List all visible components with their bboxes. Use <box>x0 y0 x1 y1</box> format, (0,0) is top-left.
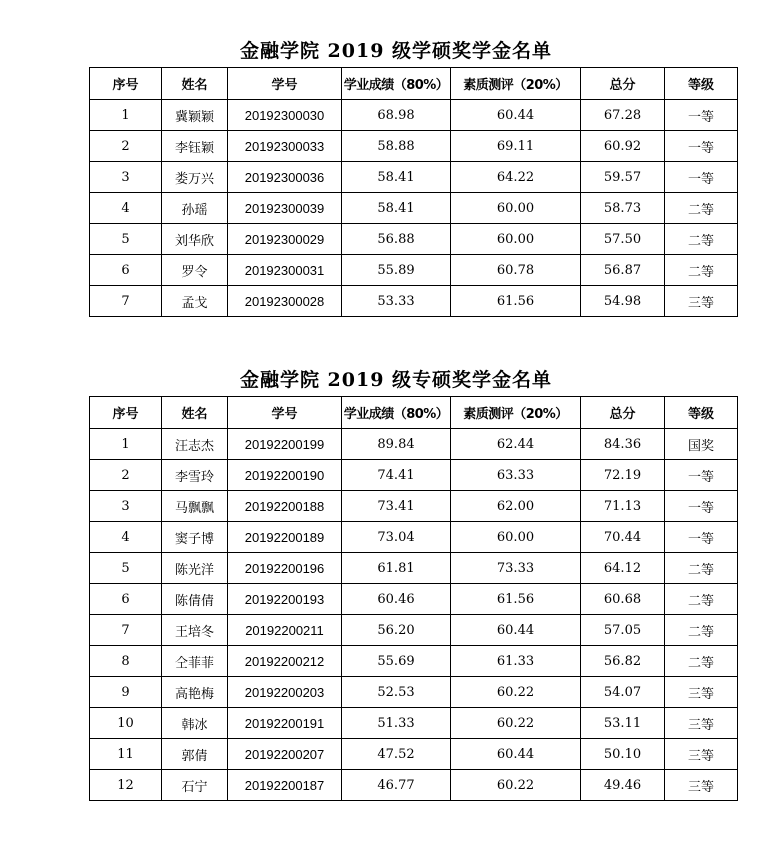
table-row <box>90 429 738 460</box>
cell-name: 汪志杰 <box>162 429 228 460</box>
table-row <box>90 522 738 553</box>
cell-academic-score: 89.84 <box>342 429 451 460</box>
cell-seq: 2 <box>90 460 162 491</box>
cell-academic-score: 58.41 <box>342 193 451 224</box>
table-row <box>90 491 738 522</box>
cell-quality-score: 60.22 <box>451 708 581 739</box>
cell-total: 71.13 <box>581 491 665 522</box>
cell-grade: 一等 <box>665 491 738 522</box>
cell-total: 67.28 <box>581 100 665 131</box>
header-row <box>90 68 738 100</box>
cell-academic-score: 58.88 <box>342 131 451 162</box>
cell-quality-score: 61.33 <box>451 646 581 677</box>
cell-name: 刘华欣 <box>162 224 228 255</box>
cell-academic-score: 56.88 <box>342 224 451 255</box>
cell-seq: 12 <box>90 770 162 801</box>
cell-grade: 三等 <box>665 770 738 801</box>
header-academic-score: 学业成绩（80%） <box>342 397 451 429</box>
cell-grade: 一等 <box>665 131 738 162</box>
cell-seq: 4 <box>90 522 162 553</box>
cell-student-id: 20192200187 <box>228 770 342 801</box>
cell-seq: 11 <box>90 739 162 770</box>
cell-academic-score: 55.89 <box>342 255 451 286</box>
cell-quality-score: 60.44 <box>451 100 581 131</box>
cell-quality-score: 62.00 <box>451 491 581 522</box>
cell-quality-score: 64.22 <box>451 162 581 193</box>
cell-seq: 5 <box>90 224 162 255</box>
header-seq: 序号 <box>90 397 162 429</box>
cell-name: 陈倩倩 <box>162 584 228 615</box>
table-row <box>90 255 738 286</box>
cell-student-id: 20192300036 <box>228 162 342 193</box>
cell-quality-score: 60.44 <box>451 615 581 646</box>
cell-academic-score: 55.69 <box>342 646 451 677</box>
cell-student-id: 20192200212 <box>228 646 342 677</box>
cell-quality-score: 69.11 <box>451 131 581 162</box>
cell-quality-score: 60.22 <box>451 677 581 708</box>
table-row <box>90 739 738 770</box>
cell-quality-score: 63.33 <box>451 460 581 491</box>
cell-quality-score: 61.56 <box>451 286 581 317</box>
cell-seq: 9 <box>90 677 162 708</box>
cell-grade: 国奖 <box>665 429 738 460</box>
cell-quality-score: 60.00 <box>451 193 581 224</box>
table-row <box>90 162 738 193</box>
cell-total: 49.46 <box>581 770 665 801</box>
cell-seq: 7 <box>90 286 162 317</box>
cell-name: 孙瑶 <box>162 193 228 224</box>
scholarship-table-academic-master <box>89 67 738 317</box>
cell-name: 仝菲菲 <box>162 646 228 677</box>
cell-grade: 一等 <box>665 522 738 553</box>
cell-grade: 三等 <box>665 677 738 708</box>
cell-grade: 三等 <box>665 739 738 770</box>
cell-name: 窦子博 <box>162 522 228 553</box>
header-quality-score: 素质测评（20%） <box>451 397 581 429</box>
header-student-id: 学号 <box>228 68 342 100</box>
header-name: 姓名 <box>162 397 228 429</box>
cell-student-id: 20192300033 <box>228 131 342 162</box>
cell-name: 陈光洋 <box>162 553 228 584</box>
table-row <box>90 193 738 224</box>
cell-student-id: 20192200207 <box>228 739 342 770</box>
cell-grade: 二等 <box>665 553 738 584</box>
cell-total: 59.57 <box>581 162 665 193</box>
header-academic-score: 学业成绩（80%） <box>342 68 451 100</box>
cell-seq: 6 <box>90 584 162 615</box>
table-row <box>90 286 738 317</box>
cell-academic-score: 47.52 <box>342 739 451 770</box>
table-row <box>90 770 738 801</box>
cell-academic-score: 53.33 <box>342 286 451 317</box>
cell-total: 70.44 <box>581 522 665 553</box>
cell-academic-score: 56.20 <box>342 615 451 646</box>
cell-name: 娄万兴 <box>162 162 228 193</box>
cell-quality-score: 60.22 <box>451 770 581 801</box>
table-row <box>90 584 738 615</box>
cell-academic-score: 52.53 <box>342 677 451 708</box>
cell-grade: 二等 <box>665 615 738 646</box>
cell-quality-score: 60.78 <box>451 255 581 286</box>
cell-student-id: 20192300039 <box>228 193 342 224</box>
table-row <box>90 100 738 131</box>
cell-total: 54.07 <box>581 677 665 708</box>
header-total: 总分 <box>581 68 665 100</box>
cell-name: 韩冰 <box>162 708 228 739</box>
table-row <box>90 615 738 646</box>
table-row <box>90 224 738 255</box>
header-student-id: 学号 <box>228 397 342 429</box>
cell-seq: 8 <box>90 646 162 677</box>
cell-grade: 二等 <box>665 193 738 224</box>
cell-name: 王培冬 <box>162 615 228 646</box>
cell-grade: 二等 <box>665 224 738 255</box>
cell-academic-score: 73.04 <box>342 522 451 553</box>
cell-grade: 一等 <box>665 100 738 131</box>
cell-academic-score: 46.77 <box>342 770 451 801</box>
cell-grade: 二等 <box>665 584 738 615</box>
header-grade: 等级 <box>665 68 738 100</box>
header-name: 姓名 <box>162 68 228 100</box>
cell-name: 高艳梅 <box>162 677 228 708</box>
cell-quality-score: 60.00 <box>451 522 581 553</box>
cell-seq: 3 <box>90 162 162 193</box>
cell-student-id: 20192300030 <box>228 100 342 131</box>
cell-seq: 10 <box>90 708 162 739</box>
cell-grade: 三等 <box>665 708 738 739</box>
cell-student-id: 20192300028 <box>228 286 342 317</box>
cell-total: 54.98 <box>581 286 665 317</box>
table-row <box>90 708 738 739</box>
cell-student-id: 20192300029 <box>228 224 342 255</box>
table-row <box>90 677 738 708</box>
cell-quality-score: 61.56 <box>451 584 581 615</box>
cell-total: 58.73 <box>581 193 665 224</box>
cell-name: 李雪玲 <box>162 460 228 491</box>
cell-grade: 二等 <box>665 255 738 286</box>
cell-academic-score: 73.41 <box>342 491 451 522</box>
table-row <box>90 460 738 491</box>
cell-grade: 二等 <box>665 646 738 677</box>
cell-seq: 7 <box>90 615 162 646</box>
cell-student-id: 20192300031 <box>228 255 342 286</box>
cell-name: 郭倩 <box>162 739 228 770</box>
cell-total: 57.05 <box>581 615 665 646</box>
cell-total: 56.87 <box>581 255 665 286</box>
header-row <box>90 397 738 429</box>
cell-student-id: 20192200189 <box>228 522 342 553</box>
cell-name: 石宁 <box>162 770 228 801</box>
cell-academic-score: 68.98 <box>342 100 451 131</box>
cell-total: 60.68 <box>581 584 665 615</box>
cell-student-id: 20192200188 <box>228 491 342 522</box>
cell-total: 50.10 <box>581 739 665 770</box>
cell-seq: 1 <box>90 429 162 460</box>
cell-grade: 一等 <box>665 162 738 193</box>
cell-student-id: 20192200191 <box>228 708 342 739</box>
cell-total: 56.82 <box>581 646 665 677</box>
cell-quality-score: 62.44 <box>451 429 581 460</box>
cell-student-id: 20192200203 <box>228 677 342 708</box>
cell-total: 64.12 <box>581 553 665 584</box>
cell-student-id: 20192200193 <box>228 584 342 615</box>
cell-name: 罗令 <box>162 255 228 286</box>
cell-quality-score: 60.00 <box>451 224 581 255</box>
cell-seq: 4 <box>90 193 162 224</box>
cell-student-id: 20192200190 <box>228 460 342 491</box>
cell-total: 60.92 <box>581 131 665 162</box>
header-quality-score: 素质测评（20%） <box>451 68 581 100</box>
cell-name: 冀颖颖 <box>162 100 228 131</box>
scholarship-table-professional-master <box>89 396 738 801</box>
cell-total: 53.11 <box>581 708 665 739</box>
cell-total: 84.36 <box>581 429 665 460</box>
cell-seq: 1 <box>90 100 162 131</box>
cell-seq: 3 <box>90 491 162 522</box>
header-seq: 序号 <box>90 68 162 100</box>
table-row <box>90 646 738 677</box>
table-row <box>90 131 738 162</box>
cell-student-id: 20192200199 <box>228 429 342 460</box>
cell-academic-score: 60.46 <box>342 584 451 615</box>
cell-name: 李钰颖 <box>162 131 228 162</box>
cell-academic-score: 74.41 <box>342 460 451 491</box>
cell-seq: 5 <box>90 553 162 584</box>
cell-academic-score: 51.33 <box>342 708 451 739</box>
header-total: 总分 <box>581 397 665 429</box>
table-row <box>90 553 738 584</box>
cell-academic-score: 58.41 <box>342 162 451 193</box>
cell-seq: 2 <box>90 131 162 162</box>
cell-seq: 6 <box>90 255 162 286</box>
cell-name: 马飘飘 <box>162 491 228 522</box>
cell-grade: 三等 <box>665 286 738 317</box>
cell-total: 72.19 <box>581 460 665 491</box>
header-grade: 等级 <box>665 397 738 429</box>
cell-academic-score: 61.81 <box>342 553 451 584</box>
cell-student-id: 20192200211 <box>228 615 342 646</box>
cell-quality-score: 60.44 <box>451 739 581 770</box>
table-title-professional-master: 金融学院 2019 级专硕奖学金名单 <box>239 369 553 391</box>
cell-quality-score: 73.33 <box>451 553 581 584</box>
cell-name: 孟戈 <box>162 286 228 317</box>
cell-grade: 一等 <box>665 460 738 491</box>
cell-total: 57.50 <box>581 224 665 255</box>
cell-student-id: 20192200196 <box>228 553 342 584</box>
table-title-academic-master: 金融学院 2019 级学硕奖学金名单 <box>239 40 553 62</box>
